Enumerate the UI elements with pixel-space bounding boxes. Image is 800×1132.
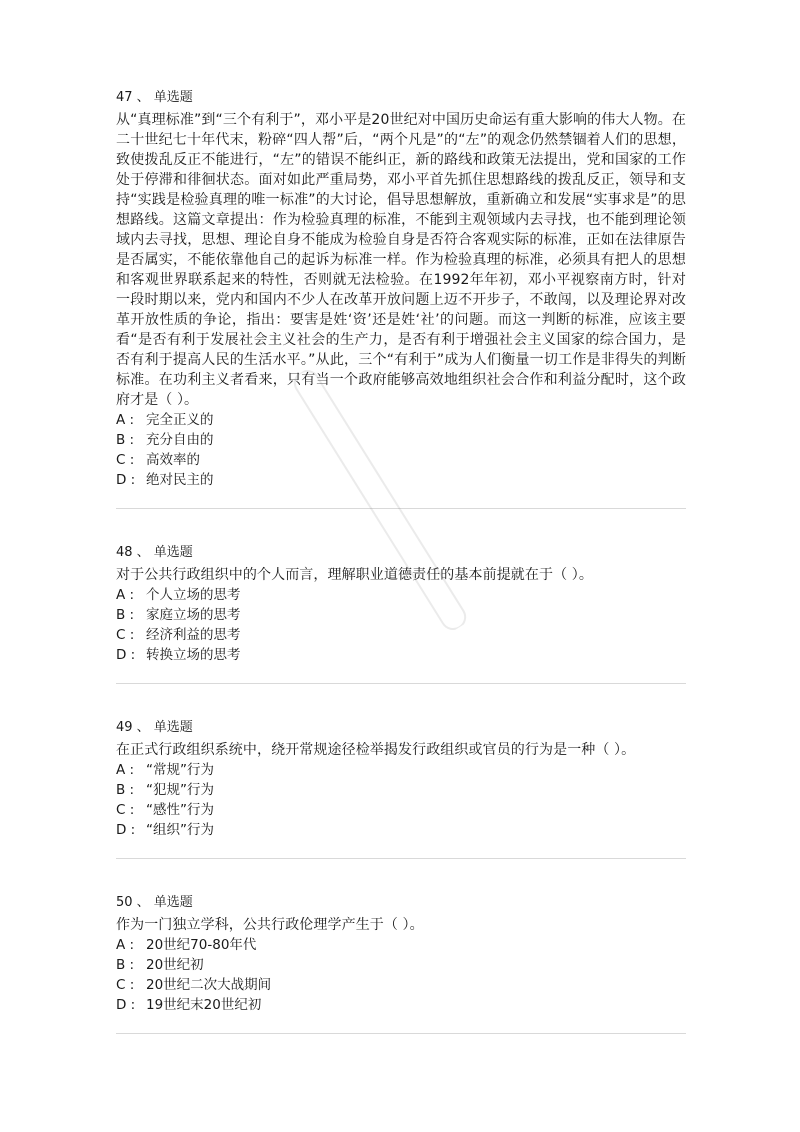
option-c[interactable] [116, 625, 686, 645]
option-text: 经济利益的思考 [146, 627, 241, 643]
question-divider [116, 683, 686, 684]
question-stem: 从“真理标准”到“三个有利于”，邓小平是20世纪对中国历史命运有重大影响的伟大人物。在二十世纪七十年代末，粉碎“四人帮”后，“两个凡是”的“左”的观念仍然禁锢着人们的思想，致使拨乱反正不能进行，“左”的错误不能纠正，新的路线和政策无法提出，党和国家的工作处于停滞和徘徊状态。面对如此严重局势，邓小平首先抓住思想路线的拨乱反正，领导和支持“实践是检验真理的唯一标准”的大讨论，倡导思想解放，重新确立和发展“实事求是”的思想路线。这篇文章提出：作为检验真理的标准，不能到主观领域内去寻找，也不能到理论领域内去寻找，思想、理论自身不能成为检验自身是否符合客观实际的标准，正如在法律原告是否属实，不能依靠他自己的起诉为标准一样。作为检验真理的标准，必须具有把人的思想和客观世界联系起来的特性，否则就无法检验。在1992年年初，邓小平视察南方时，针对一段时期以来，党内和国内不少人在改革开放问题上迈不开步子，不敢闯，以及理论界对改革开放性质的争论，指出：要害是姓‘资’还是姓‘社’的问题。而这一判断的标准，应该主要看“是否有利于发展社会主义社会的生产力，是否有利于增强社会主义国家的综合国力，是否有利于提高人民的生活水平。”从此，三个“有利于”成为人们衡量一切工作是非得失的判断标准。在功利主义者看来，只有当一个政府能够高效地组织社会合作和利益分配时，这个政府才是（ ）。 [116, 112, 686, 408]
option-b[interactable] [116, 955, 686, 975]
option-text: “组织”行为 [146, 822, 214, 838]
option-text: 20世纪二次大战期间 [146, 977, 272, 993]
option-a[interactable] [116, 760, 686, 780]
option-text: 个人立场的思考 [146, 587, 241, 603]
option-list [116, 935, 686, 1015]
question-header: 49 、 单选题 [116, 720, 193, 735]
option-d[interactable] [116, 820, 686, 840]
option-key: D : [116, 997, 136, 1013]
option-key: A : [116, 937, 135, 953]
option-text: 家庭立场的思考 [146, 607, 241, 623]
option-key: C : [116, 802, 135, 818]
option-c[interactable] [116, 800, 686, 820]
option-key: D : [116, 647, 136, 663]
document-page [116, 88, 686, 1034]
question-stem: 对于公共行政组织中的个人而言，理解职业道德责任的基本前提就在于（ ）。 [116, 567, 593, 583]
option-key: D : [116, 822, 136, 838]
option-b[interactable] [116, 780, 686, 800]
option-text: 转换立场的思考 [146, 647, 241, 663]
option-b[interactable] [116, 430, 686, 450]
option-text: 充分自由的 [146, 432, 214, 448]
question-47 [116, 88, 686, 509]
question-divider [116, 858, 686, 859]
question-50 [116, 893, 686, 1034]
option-a[interactable] [116, 410, 686, 430]
question-48 [116, 543, 686, 684]
option-key: C : [116, 452, 135, 468]
option-d[interactable] [116, 645, 686, 665]
question-stem: 在正式行政组织系统中，绕开常规途径检举揭发行政组织或官员的行为是一种（ ）。 [116, 742, 636, 758]
question-header: 48 、 单选题 [116, 545, 193, 560]
option-key: A : [116, 412, 135, 428]
option-text: 绝对民主的 [146, 472, 214, 488]
option-b[interactable] [116, 605, 686, 625]
option-key: D : [116, 472, 136, 488]
option-key: B : [116, 607, 135, 623]
question-divider [116, 1033, 686, 1034]
option-key: C : [116, 627, 135, 643]
option-key: A : [116, 762, 135, 778]
option-d[interactable] [116, 470, 686, 490]
question-49 [116, 718, 686, 859]
option-key: B : [116, 782, 135, 798]
option-text: “感性”行为 [146, 802, 214, 818]
option-key: B : [116, 957, 135, 973]
option-text: 19世纪末20世纪初 [146, 997, 262, 1013]
option-list [116, 585, 686, 665]
option-d[interactable] [116, 995, 686, 1015]
option-a[interactable] [116, 935, 686, 955]
option-text: “犯规”行为 [146, 782, 214, 798]
option-key: B : [116, 432, 135, 448]
option-list [116, 760, 686, 840]
option-text: 20世纪初 [146, 957, 204, 973]
question-divider [116, 508, 686, 509]
option-text: 高效率的 [146, 452, 200, 468]
option-text: “常规”行为 [146, 762, 214, 778]
option-list [116, 410, 686, 490]
option-c[interactable] [116, 975, 686, 995]
option-text: 20世纪70-80年代 [146, 937, 257, 953]
question-header: 47 、 单选题 [116, 90, 193, 105]
option-key: A : [116, 587, 135, 603]
option-c[interactable] [116, 450, 686, 470]
question-stem: 作为一门独立学科，公共行政伦理学产生于（ ）。 [116, 917, 424, 933]
question-header: 50 、 单选题 [116, 895, 193, 910]
option-key: C : [116, 977, 135, 993]
option-a[interactable] [116, 585, 686, 605]
option-text: 完全正义的 [146, 412, 214, 428]
